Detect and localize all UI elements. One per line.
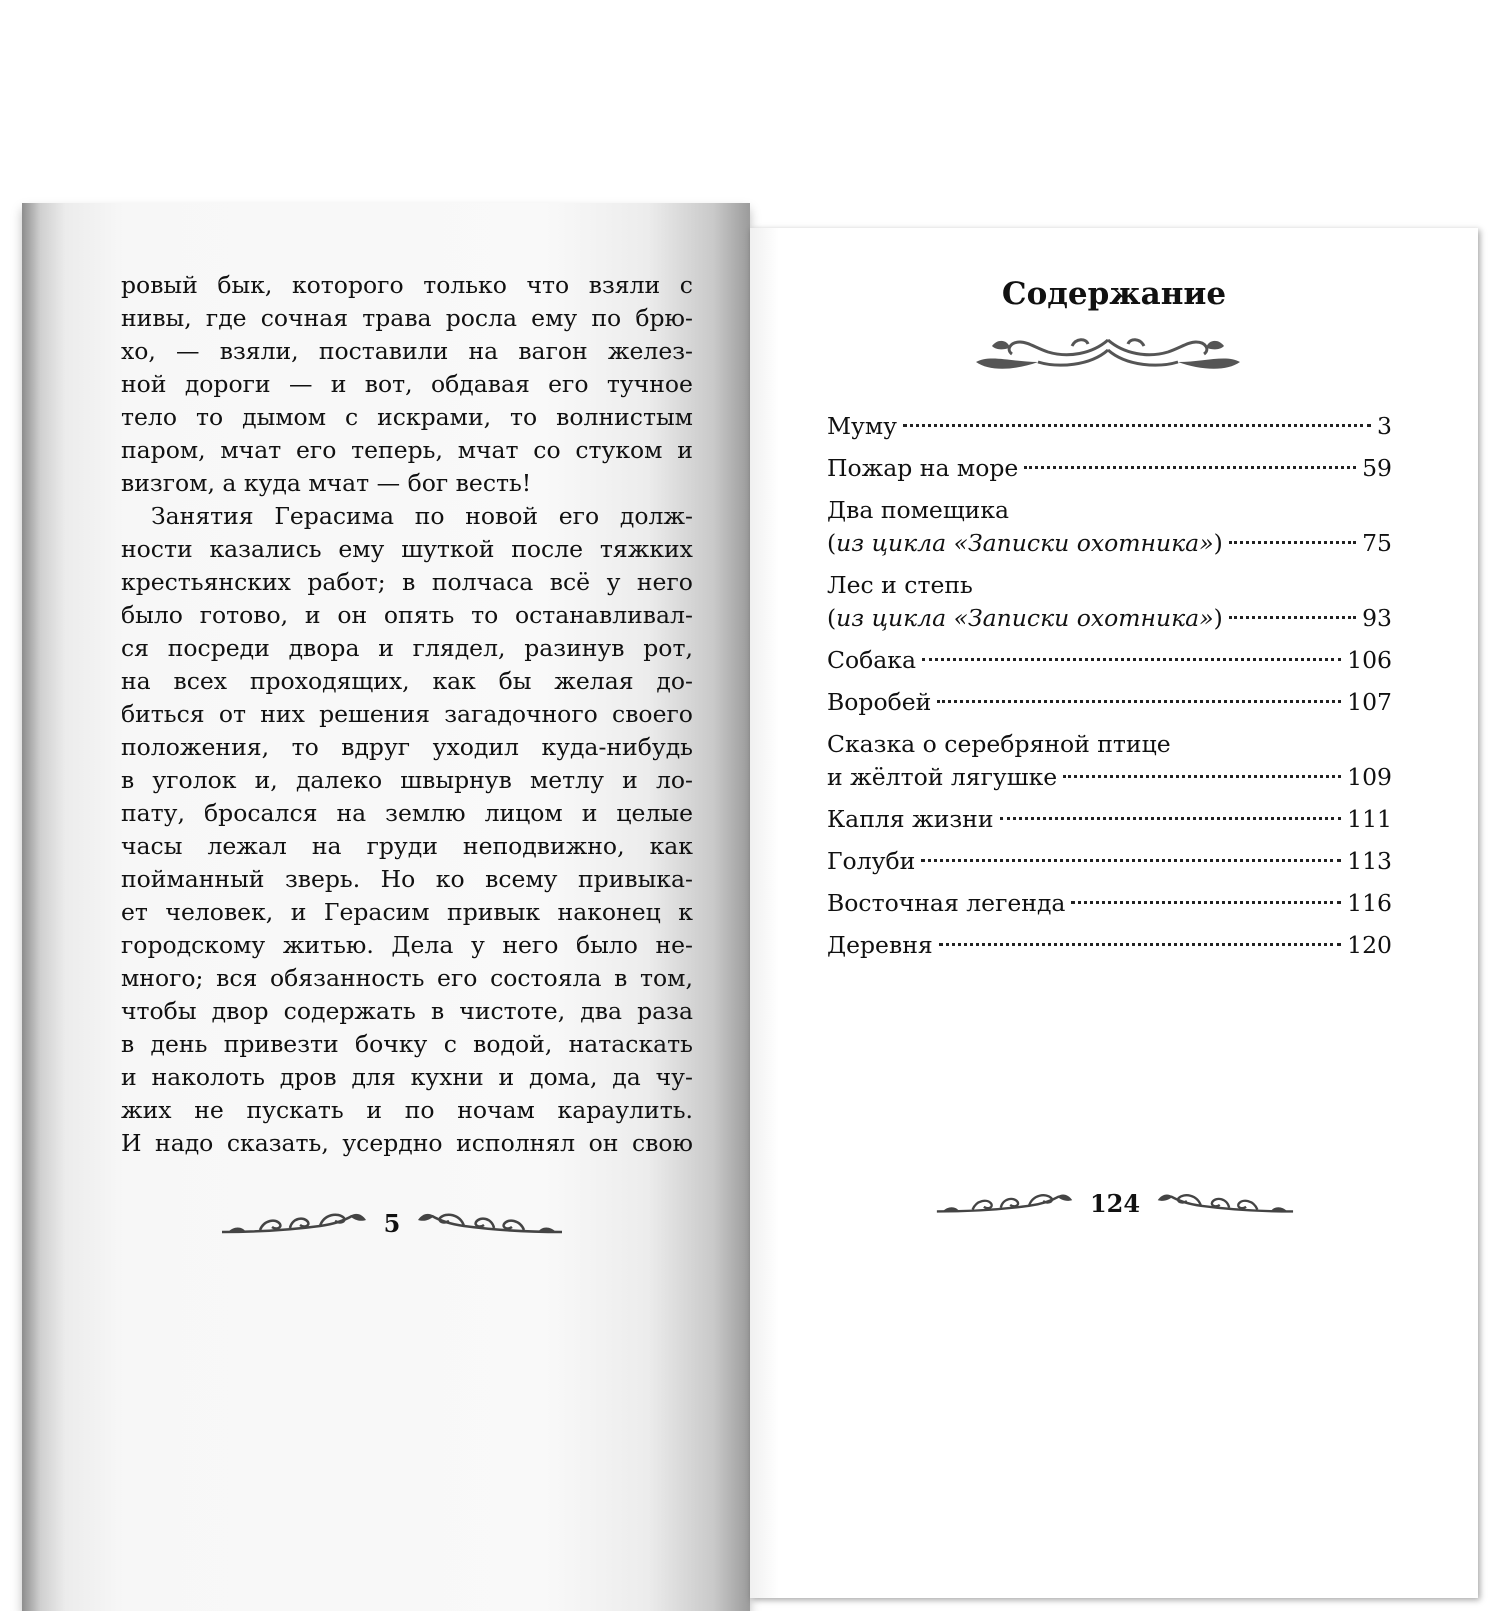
- body-word: тучное: [606, 370, 693, 398]
- body-word: мчат: [220, 436, 282, 464]
- body-word: дров: [279, 1063, 337, 1091]
- body-word: и: [498, 1063, 515, 1091]
- toc-line: [827, 929, 1392, 962]
- toc-leader-dots: [1229, 541, 1356, 544]
- body-word: дома,: [529, 1063, 598, 1091]
- body-word: обдавая: [430, 370, 530, 398]
- body-word: ночам: [457, 1096, 535, 1124]
- body-word: караулить.: [557, 1096, 693, 1124]
- toc-entry-title: [827, 602, 1223, 635]
- body-word: взяли: [588, 271, 661, 299]
- toc-page-number: 111: [1347, 805, 1392, 833]
- body-word: лицом: [484, 799, 563, 827]
- toc-entry: [827, 803, 1392, 836]
- left-page: [22, 203, 750, 1611]
- toc-line: [827, 569, 1392, 602]
- body-word: крестьянских: [121, 568, 291, 596]
- body-word: и: [366, 1096, 383, 1124]
- toc-line: [827, 494, 1392, 527]
- body-word: его: [295, 436, 337, 464]
- body-word: пойманный: [121, 865, 265, 893]
- body-word: только: [423, 271, 507, 299]
- toc-entry-title: Голуби: [827, 847, 916, 875]
- body-word: двор: [211, 997, 269, 1025]
- body-word: швырнув: [400, 766, 512, 794]
- toc-entry-title: [827, 527, 1223, 560]
- body-text-line: [121, 1094, 693, 1127]
- body-word: по: [404, 1096, 435, 1124]
- body-word: ко: [435, 865, 465, 893]
- body-word: ему: [338, 535, 385, 563]
- body-word: двора: [288, 634, 360, 662]
- body-word: них: [260, 700, 305, 728]
- body-word: мчат: [457, 436, 519, 464]
- body-word: бы: [498, 667, 532, 695]
- body-text-line: [121, 731, 693, 764]
- body-word: зверь.: [284, 865, 361, 893]
- body-word: своего: [612, 700, 693, 728]
- body-word: проходящих,: [249, 667, 410, 695]
- body-word: уголок: [152, 766, 237, 794]
- toc-page-number: 116: [1347, 889, 1392, 917]
- body-word: казались: [209, 535, 322, 563]
- body-text-line: [121, 797, 693, 830]
- toc-leader-dots: [922, 658, 1341, 661]
- body-word: и: [121, 1063, 137, 1091]
- toc-page-number: 113: [1347, 847, 1392, 875]
- body-word: с: [679, 271, 693, 299]
- body-text-line: [121, 302, 693, 335]
- body-word: день: [150, 1030, 208, 1058]
- body-word: бык,: [217, 271, 273, 299]
- body-word: и: [330, 370, 347, 398]
- body-word: его: [437, 964, 478, 992]
- body-word: на: [468, 337, 499, 365]
- body-word: в: [402, 568, 416, 596]
- body-word: до-: [656, 667, 693, 695]
- body-word: его: [558, 502, 600, 530]
- body-text-line: [121, 1028, 693, 1061]
- body-word: долж-: [619, 502, 693, 530]
- body-word: как: [649, 832, 693, 860]
- toc-page-number: 75: [1362, 529, 1392, 557]
- body-word: куда-нибудь: [541, 733, 693, 761]
- body-text-line: [121, 896, 693, 929]
- body-word: загадочного: [444, 700, 598, 728]
- toc-line: [827, 527, 1392, 560]
- right-page: [750, 228, 1478, 1598]
- body-word: него: [636, 568, 693, 596]
- body-word: по: [591, 304, 622, 332]
- body-word: чтобы: [121, 997, 197, 1025]
- flourish-ornament-left: [220, 1208, 370, 1238]
- toc-entry-title: и жёлтой лягушке: [827, 763, 1058, 791]
- body-word: решения: [319, 700, 430, 728]
- body-word: хо,: [121, 337, 156, 365]
- body-word: метлу: [530, 766, 604, 794]
- body-word: натаскать: [568, 1030, 693, 1058]
- body-word: стуком: [575, 436, 663, 464]
- body-word: чистоте,: [459, 997, 566, 1025]
- body-text-line: [121, 566, 693, 599]
- body-text-line: [121, 1127, 693, 1160]
- toc-paren-open: (: [827, 604, 837, 632]
- body-word: в: [614, 964, 628, 992]
- body-word: надо: [155, 1129, 214, 1157]
- body-word: в: [121, 1030, 135, 1058]
- body-text-line: [121, 929, 693, 962]
- body-word: пускать: [246, 1096, 344, 1124]
- toc-leader-dots: [939, 943, 1341, 946]
- body-word: ной: [121, 370, 167, 398]
- body-word: Но: [380, 865, 416, 893]
- body-word: и: [290, 898, 307, 926]
- body-text: [121, 269, 693, 1160]
- body-word: желез-: [607, 337, 693, 365]
- toc-page-number: 109: [1347, 763, 1392, 791]
- body-word: бочку: [355, 1030, 428, 1058]
- toc-entry-title: Муму: [827, 412, 897, 440]
- body-word: состояла: [490, 964, 602, 992]
- body-word: где: [205, 304, 247, 332]
- body-word: в: [121, 766, 135, 794]
- body-word: глядел,: [412, 634, 506, 662]
- toc-paren-open: (: [827, 529, 837, 557]
- body-text-line: [121, 599, 693, 632]
- body-word: взяли,: [219, 337, 299, 365]
- body-word: всех: [173, 667, 228, 695]
- body-word: на: [121, 667, 151, 695]
- body-word: вот,: [364, 370, 413, 398]
- body-word: него: [502, 931, 559, 959]
- body-word: после: [511, 535, 584, 563]
- body-word: к: [678, 898, 693, 926]
- body-word: поставили: [318, 337, 449, 365]
- toc-entry: [827, 494, 1392, 560]
- toc-entry-title: Воробей: [827, 688, 932, 716]
- body-word: много;: [121, 964, 204, 992]
- body-text-line: [121, 764, 693, 797]
- toc-paren-close: ): [1213, 604, 1223, 632]
- toc-entry-title: Сказка о серебряной птице: [827, 730, 1171, 758]
- body-word: на: [311, 832, 342, 860]
- toc-entry: [827, 929, 1392, 962]
- toc-entry-title: Деревня: [827, 931, 933, 959]
- body-word: сочная: [260, 304, 349, 332]
- body-word: его: [548, 370, 589, 398]
- body-word: для: [351, 1063, 396, 1091]
- toc-entry: [827, 728, 1392, 794]
- body-text-line: визгом, а куда мчат — бог весть!: [121, 469, 532, 497]
- body-word: на: [336, 799, 367, 827]
- toc-entry-title: Пожар на море: [827, 454, 1019, 482]
- body-text-line: [121, 962, 693, 995]
- body-word: Герасим: [323, 898, 430, 926]
- body-word: биться: [121, 700, 205, 728]
- body-word: теперь,: [351, 436, 443, 464]
- body-word: вагон: [518, 337, 588, 365]
- body-text-line: [121, 533, 693, 566]
- body-word: то: [195, 403, 224, 431]
- toc-line: [827, 602, 1392, 635]
- toc-page-number: 106: [1347, 646, 1392, 674]
- body-word: что: [526, 271, 570, 299]
- toc-line: [827, 845, 1392, 878]
- toc-entry-title: Два помещика: [827, 496, 1010, 524]
- body-word: ему: [531, 304, 578, 332]
- toc-line: [827, 410, 1392, 443]
- toc-leader-dots: [937, 700, 1341, 703]
- body-word: желая: [554, 667, 634, 695]
- body-word: по: [414, 502, 445, 530]
- body-word: житью.: [282, 931, 374, 959]
- body-word: волнистым: [556, 403, 693, 431]
- toc-leader-dots: [1000, 817, 1342, 820]
- body-text-line: [121, 335, 693, 368]
- body-text-line: [121, 863, 693, 896]
- toc-page-number: 107: [1347, 688, 1392, 716]
- body-text-line: [121, 632, 693, 665]
- body-word: наколоть: [151, 1063, 265, 1091]
- body-word: свою: [631, 1129, 693, 1157]
- body-text-line: [121, 500, 693, 533]
- body-word: ровый: [121, 271, 198, 299]
- body-word: от: [218, 700, 246, 728]
- body-text-line: [121, 269, 693, 302]
- toc-entry-title: Восточная легенда: [827, 889, 1066, 917]
- body-word: и,: [254, 766, 278, 794]
- body-word: пату,: [121, 799, 185, 827]
- page-number-right: 124: [1089, 1188, 1141, 1218]
- toc-leader-dots: [1229, 616, 1356, 619]
- body-text-line: [121, 665, 693, 698]
- page-footer-left: [212, 1203, 572, 1243]
- body-word: брю-: [635, 304, 693, 332]
- toc-line: [827, 887, 1392, 920]
- toc-line: [827, 644, 1392, 677]
- body-word: останавливал-: [514, 601, 693, 629]
- body-word: городскому: [121, 931, 266, 959]
- body-word: обязанность: [270, 964, 425, 992]
- body-word: водой,: [473, 1030, 553, 1058]
- toc-entry: [827, 569, 1392, 635]
- body-word: паром,: [121, 436, 206, 464]
- body-word: привык: [447, 898, 541, 926]
- body-word: с: [443, 1030, 457, 1058]
- body-word: нивы,: [121, 304, 192, 332]
- body-word: ло-: [655, 766, 693, 794]
- body-word: то: [510, 403, 538, 431]
- page-number-left: 5: [383, 1208, 401, 1238]
- toc-leader-dots: [921, 859, 1341, 862]
- body-word: готово,: [199, 601, 289, 629]
- body-word: целые: [616, 799, 693, 827]
- body-word: искрами,: [377, 403, 492, 431]
- toc-line: [827, 761, 1392, 794]
- body-word: всему: [485, 865, 558, 893]
- toc-line: [827, 803, 1392, 836]
- body-word: шуткой: [401, 535, 495, 563]
- flourish-ornament-right: [414, 1208, 564, 1238]
- body-word: было: [575, 931, 638, 959]
- toc-page-number: 93: [1362, 604, 1392, 632]
- toc-entry: [827, 644, 1392, 677]
- body-word: раза: [637, 997, 693, 1025]
- body-word: у: [606, 568, 621, 596]
- body-word: груди: [366, 832, 438, 860]
- body-word: том,: [640, 964, 693, 992]
- toc-paren-close: ): [1213, 529, 1223, 557]
- body-word: —: [288, 370, 313, 398]
- body-word: тело: [121, 403, 177, 431]
- title-ornament: [972, 332, 1244, 376]
- body-text-line: [121, 995, 693, 1028]
- body-text-line: [121, 401, 693, 434]
- toc-entry: [827, 845, 1392, 878]
- toc-entry: [827, 452, 1392, 485]
- body-text-line: [121, 1061, 693, 1094]
- body-text-line: [121, 830, 693, 863]
- body-word: часы: [121, 832, 183, 860]
- body-word: полчаса: [431, 568, 534, 596]
- toc-entry-title: Капля жизни: [827, 805, 994, 833]
- toc-entry: [827, 686, 1392, 719]
- body-word: разинув: [524, 634, 625, 662]
- body-text-line: [121, 434, 693, 467]
- body-word: сказать,: [226, 1129, 329, 1157]
- body-word: привезти: [223, 1030, 339, 1058]
- toc-page-number: 3: [1377, 412, 1392, 440]
- toc-line: [827, 728, 1392, 761]
- body-word: дымом: [242, 403, 326, 431]
- body-word: Дела: [391, 931, 454, 959]
- body-word: и: [622, 766, 638, 794]
- toc-entry: [827, 887, 1392, 920]
- flourish-ornament-left: [935, 1188, 1076, 1218]
- toc-entry-subtitle: из цикла «Записки охотника»: [836, 604, 1214, 632]
- body-word: рот,: [643, 634, 693, 662]
- body-word: бросался: [204, 799, 318, 827]
- flourish-ornament-right: [1154, 1188, 1295, 1218]
- toc-leader-dots: [903, 424, 1371, 427]
- body-word: далеко: [295, 766, 383, 794]
- body-word: и: [581, 799, 598, 827]
- toc-page-number: 120: [1347, 931, 1392, 959]
- toc-entry-title: Лес и степь: [827, 571, 973, 599]
- body-word: землю: [385, 799, 466, 827]
- body-word: опять: [383, 601, 455, 629]
- body-word: как: [432, 667, 476, 695]
- toc-line: [827, 452, 1392, 485]
- body-word: И: [121, 1129, 142, 1157]
- body-word: Герасима: [274, 502, 394, 530]
- body-word: всё: [549, 568, 591, 596]
- body-text-line: [121, 368, 693, 401]
- body-word: тяжких: [599, 535, 693, 563]
- body-word: усердно: [342, 1129, 443, 1157]
- body-word: содержать: [283, 997, 416, 1025]
- body-word: росла: [445, 304, 518, 332]
- body-word: два: [580, 997, 622, 1025]
- body-word: —: [176, 337, 200, 365]
- body-word: с: [344, 403, 359, 431]
- body-word: ся: [121, 634, 149, 662]
- body-word: и: [677, 436, 693, 464]
- toc-entry-subtitle: из цикла «Записки охотника»: [836, 529, 1214, 557]
- body-word: вдруг: [341, 733, 411, 761]
- page-title: Содержание: [1001, 276, 1227, 312]
- body-word: ности: [121, 535, 193, 563]
- body-word: не: [194, 1096, 224, 1124]
- body-word: в: [430, 997, 445, 1025]
- body-word: не-: [655, 931, 693, 959]
- body-word: новой: [465, 502, 539, 530]
- body-word: уходил: [432, 733, 519, 761]
- body-word: Занятия: [151, 502, 254, 530]
- body-word: лежал: [207, 832, 287, 860]
- toc-leader-dots: [1063, 775, 1341, 778]
- body-word: со: [533, 436, 561, 464]
- body-word: ет: [121, 898, 148, 926]
- body-word: привыка-: [577, 865, 693, 893]
- body-word: и: [304, 601, 321, 629]
- body-word: то: [471, 601, 499, 629]
- body-word: трава: [362, 304, 432, 332]
- body-text-line: [121, 698, 693, 731]
- body-word: то: [291, 733, 319, 761]
- toc-entry: [827, 410, 1392, 443]
- page-footer-right: [935, 1183, 1295, 1223]
- body-word: он: [337, 601, 368, 629]
- body-word: было: [121, 601, 183, 629]
- toc-entry-title: Собака: [827, 646, 916, 674]
- body-word: вся: [216, 964, 258, 992]
- body-word: которого: [291, 271, 404, 299]
- body-word: и: [378, 634, 394, 662]
- body-word: кухни: [410, 1063, 484, 1091]
- body-word: работ;: [307, 568, 386, 596]
- body-word: исполнял: [456, 1129, 576, 1157]
- table-of-contents: [827, 410, 1392, 971]
- toc-leader-dots: [1024, 466, 1356, 469]
- body-word: неподвижно,: [462, 832, 625, 860]
- body-word: чу-: [655, 1063, 693, 1091]
- body-word: положения,: [121, 733, 270, 761]
- body-word: жих: [121, 1096, 172, 1124]
- body-word: наконец: [557, 898, 661, 926]
- body-word: он: [588, 1129, 619, 1157]
- body-word: посреди: [167, 634, 270, 662]
- body-word: да: [612, 1063, 641, 1091]
- toc-leader-dots: [1071, 901, 1341, 904]
- body-word: человек,: [165, 898, 274, 926]
- toc-page-number: 59: [1362, 454, 1392, 482]
- toc-line: [827, 686, 1392, 719]
- body-word: у: [470, 931, 485, 959]
- body-word: дороги: [184, 370, 271, 398]
